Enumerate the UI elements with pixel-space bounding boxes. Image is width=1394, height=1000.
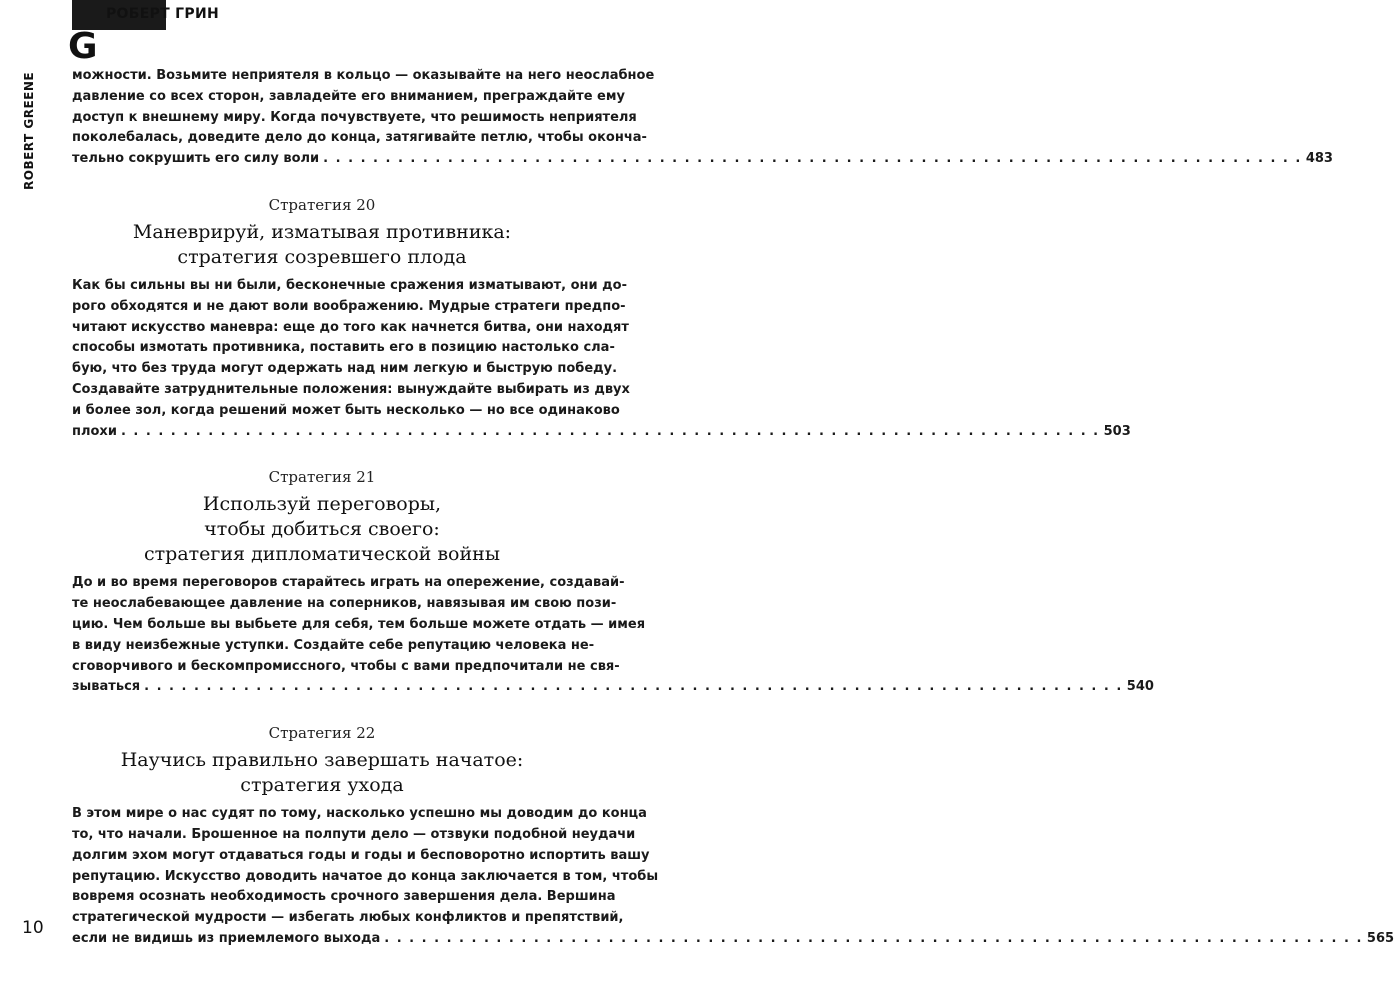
page-ref: 565 <box>1366 930 1394 946</box>
side-author-label: ROBERT GREENE <box>22 71 36 190</box>
text-line: давление со всех сторон, завладейте его вниманием, преграждайте ему <box>72 88 625 104</box>
toc-entry-line[interactable] <box>72 929 1394 950</box>
title-line: стратегия созревшего плода <box>177 245 467 268</box>
logo-letter: G <box>68 26 98 67</box>
toc-entry-line[interactable] <box>72 422 1131 443</box>
dot-leader <box>380 929 1367 950</box>
title-line: Маневрируй, изматывая противника: <box>132 220 512 243</box>
strategy-description <box>72 804 1394 950</box>
page-ref: 503 <box>1103 423 1131 439</box>
text-line: долгим эхом могут отдаваться годы и годы и бесповоротно испортить вашу <box>72 847 650 863</box>
text-line: те неослабевающее давление на соперников, навязывая им свою пози- <box>72 596 617 612</box>
text-line: читают искусство маневра: еще до того как начнется битва, они находят <box>72 319 629 335</box>
toc-entry-line[interactable] <box>72 677 1154 698</box>
strategy-20-section <box>72 195 1131 442</box>
intro-paragraph <box>72 66 1333 170</box>
dot-leader <box>319 149 1306 170</box>
strategy-22-section <box>72 724 1394 950</box>
running-header-author: РОБЕРТ ГРИН <box>106 6 219 22</box>
title-line: чтобы добиться своего: <box>204 518 440 541</box>
text-line: вовремя осознать необходимость срочного завершения дела. Вершина <box>72 889 616 905</box>
text-line: бую, что без труда могут одержать над ним легкую и быструю победу. <box>72 361 618 377</box>
strategy-title <box>72 748 572 798</box>
strategy-label: Стратегия 21 <box>268 468 376 487</box>
text-line: можности. Возьмите неприятеля в кольцо — оказывайте на него неослабное <box>72 68 655 83</box>
text-line: поколебалась, доведите дело до конца, затягивайте петлю, чтобы оконча- <box>72 130 647 146</box>
page-ref: 483 <box>1305 151 1333 167</box>
text-line: если не видишь из приемлемого выхода <box>72 930 381 946</box>
page-ref: 540 <box>1126 679 1154 695</box>
toc-content <box>72 66 1394 950</box>
logo-mark <box>68 26 98 67</box>
strategy-title <box>72 220 572 270</box>
strategy-label: Стратегия 20 <box>268 195 376 214</box>
text-line: рого обходятся и не дают воли воображению. Мудрые стратеги предпо- <box>72 298 626 314</box>
dot-leader <box>140 677 1127 698</box>
text-line: Создавайте затруднительные положения: вынуждайте выбирать из двух <box>72 381 630 397</box>
text-line: сговорчивого и бескомпромиссного, чтобы с вами предпочитали не свя- <box>72 658 620 674</box>
text-line: плохи <box>72 423 117 439</box>
strategy-title <box>72 492 572 567</box>
title-line: стратегия дипломатической войны <box>144 543 500 566</box>
title-line: Научись правильно завершать начатое: <box>120 749 524 772</box>
text-line: До и во время переговоров старайтесь играть на опережение, создавай- <box>72 575 625 591</box>
text-line: то, что начали. Брошенное на полпути дело — отзвуки подобной неудачи <box>72 826 636 842</box>
text-line: способы измотать противника, поставить его в позицию настолько сла- <box>72 340 615 356</box>
page-number: 10 <box>22 918 44 938</box>
text-line: цию. Чем больше вы выбьете для себя, тем больше можете отдать — имея <box>72 616 646 632</box>
title-line: Используй переговоры, <box>202 493 442 516</box>
dot-leader <box>117 422 1104 443</box>
text-line: В этом мире о нас судят по тому, насколько успешно мы доводим до конца <box>72 806 647 822</box>
title-line: стратегия ухода <box>240 774 404 797</box>
strategy-label: Стратегия 22 <box>268 724 376 743</box>
text-line: стратегической мудрости — избегать любых конфликтов и препятствий, <box>72 910 624 926</box>
strategy-21-section <box>72 468 1154 698</box>
text-line: тельно сокрушить его силу воли <box>72 151 320 167</box>
text-line: репутацию. Искусство доводить начатое до конца заключается в том, чтобы <box>72 868 659 884</box>
text-line: зываться <box>72 679 141 695</box>
text-line: доступ к внешнему миру. Когда почувствуете, что решимость неприятеля <box>72 109 637 125</box>
text-line: и более зол, когда решений может быть несколько — но все одинаково <box>72 402 620 418</box>
strategy-description <box>72 276 1131 442</box>
text-line: Как бы сильны вы ни были, бесконечные сражения изматывают, они до- <box>72 277 628 293</box>
toc-entry-line[interactable] <box>72 149 1333 170</box>
text-line: в виду неизбежные уступки. Создайте себе репутацию человека не- <box>72 637 595 653</box>
strategy-description <box>72 573 1154 698</box>
